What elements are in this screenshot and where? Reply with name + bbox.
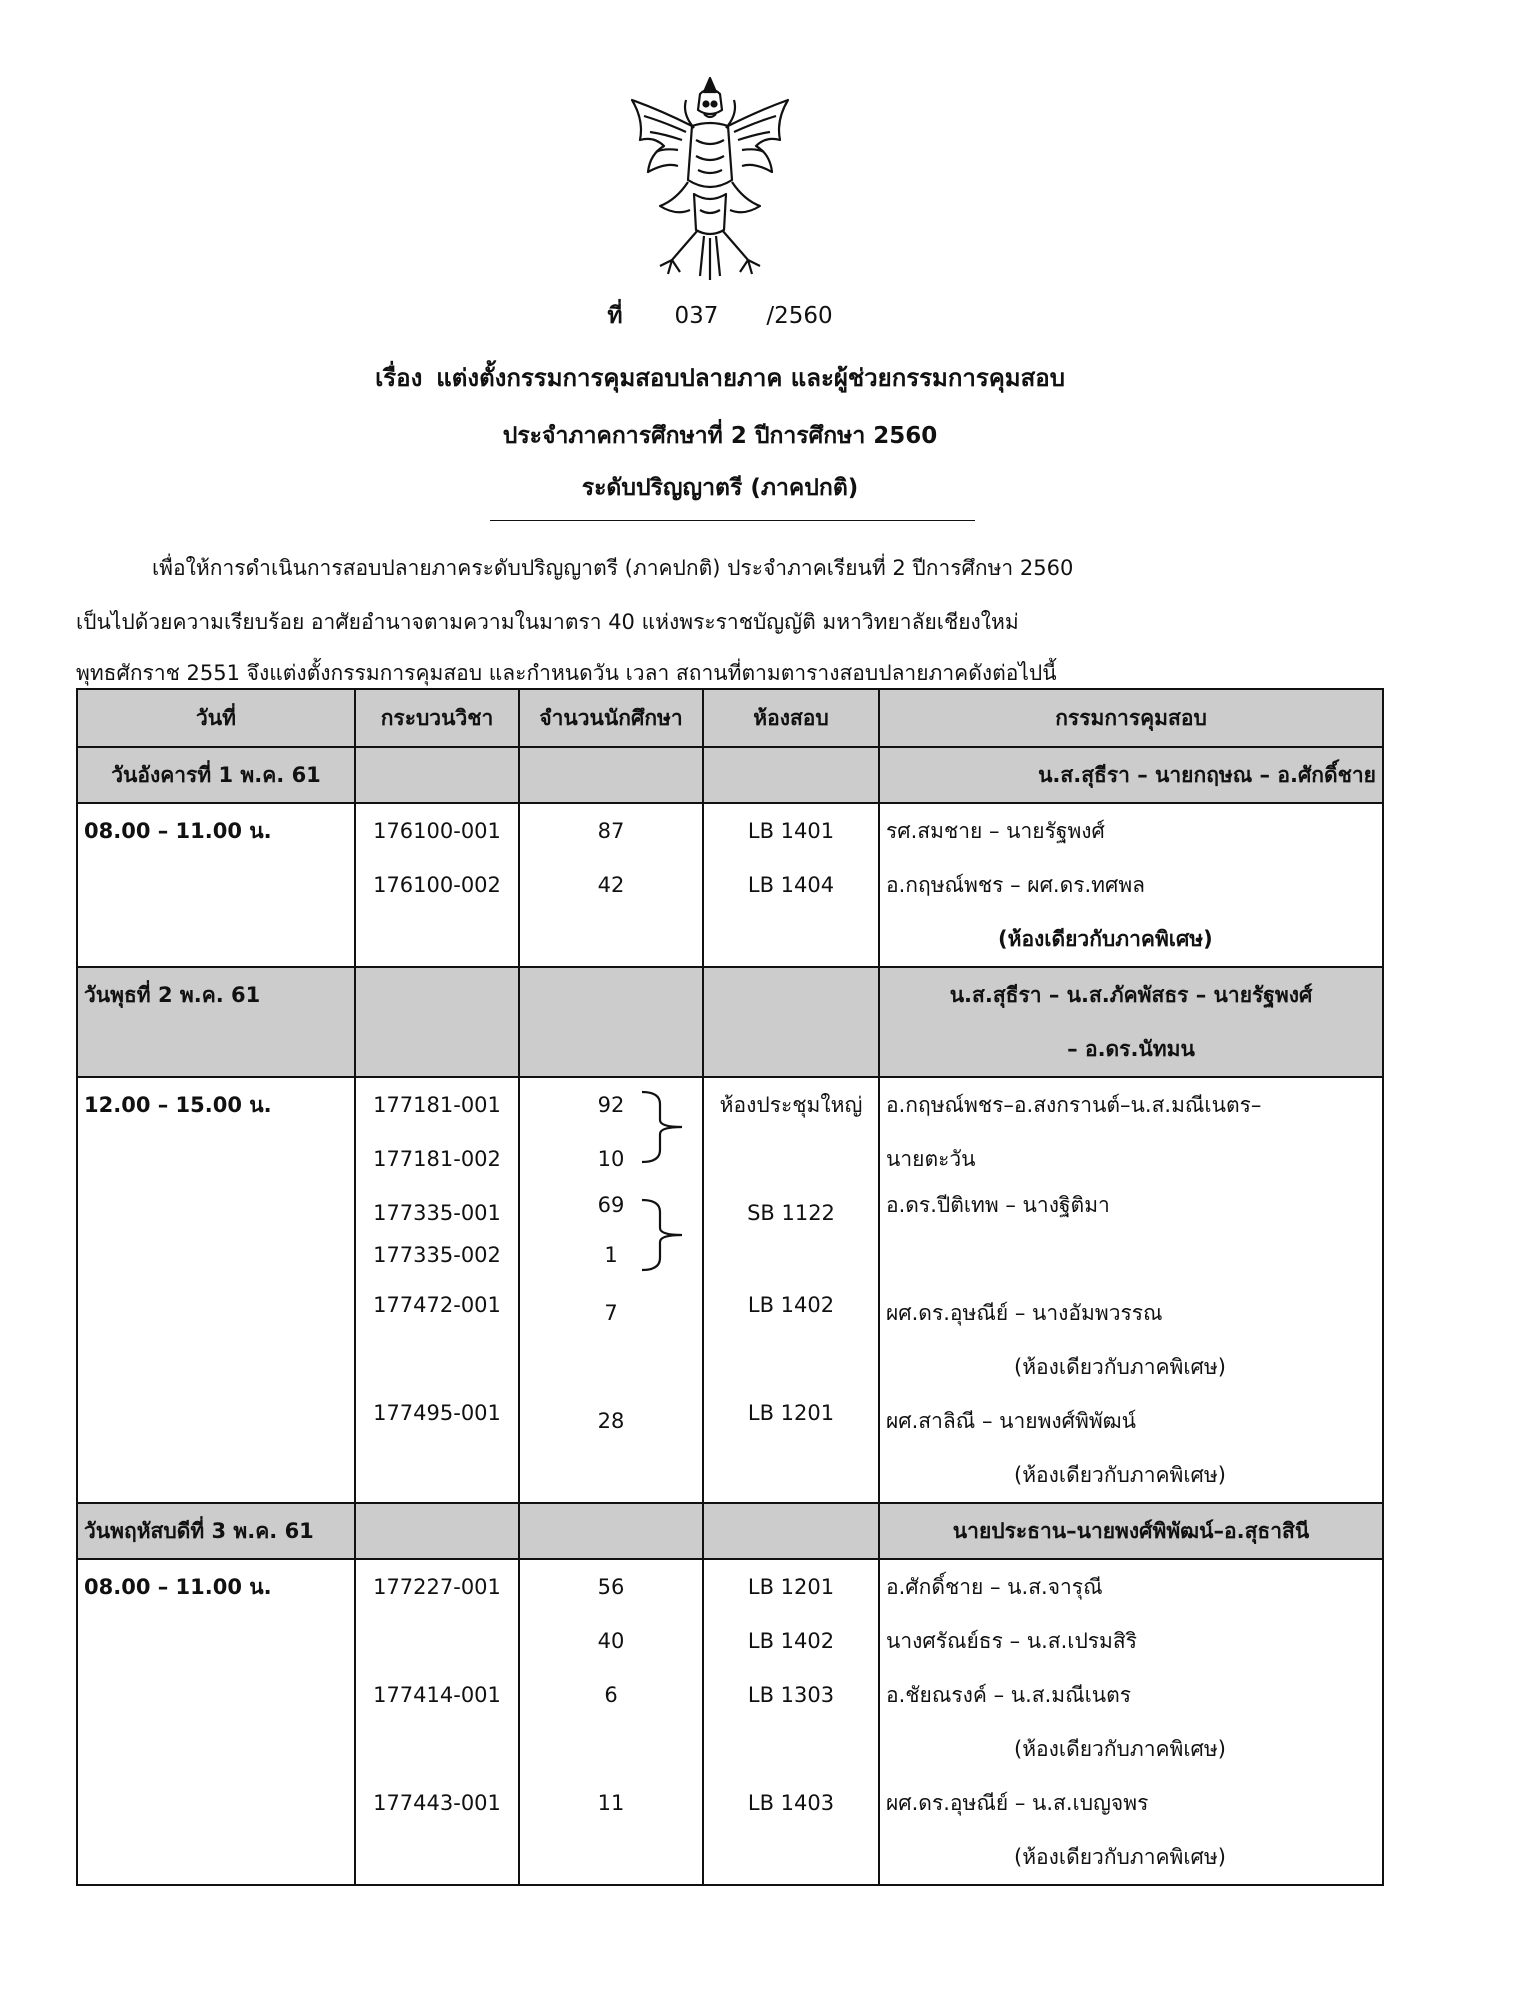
course-code: 177472-001: [373, 1293, 501, 1317]
table-row: [77, 803, 1383, 967]
document-number-label: ที่: [607, 303, 623, 329]
table-row: [77, 1559, 1383, 1885]
student-count: 42: [597, 873, 625, 897]
course-code: 176100-001: [373, 819, 501, 843]
exam-room: ห้องประชุมใหญ่: [719, 1093, 863, 1117]
day-proctors: นายประธาน–นายพงศ์พิพัฒน์–อ.สุธาสินี: [879, 1503, 1383, 1559]
course-code: 176100-002: [373, 873, 501, 897]
grouping-brace-icon: [640, 1090, 696, 1164]
intro-paragraph-line-2: เป็นไปด้วยความเรียบร้อย อาศัยอำนาจตามความในมาตรา 40 แห่งพระราชบัญญัติ มหาวิทยาลัยเชียงใหม่: [76, 610, 1019, 634]
day-proctors: น.ส.สุธีรา – น.ส.ภัคพัสธร – นายรัฐพงศ์ – อ.ดร.นัทมน: [879, 967, 1383, 1077]
student-count: 56: [597, 1575, 625, 1599]
proctor-names: อ.กฤษณ์พชร – ผศ.ดร.ทศพล: [886, 873, 1146, 897]
day-row-1: [77, 747, 1383, 803]
student-count: 11: [597, 1791, 625, 1815]
student-count: 7: [604, 1301, 618, 1325]
day-label: วันพฤหัสบดีที่ 3 พ.ค. 61: [77, 1503, 355, 1559]
day-row-2: [77, 967, 1383, 1077]
exam-room: LB 1303: [747, 1683, 835, 1707]
proctor-names: ผศ.ดร.อุษณีย์ – นางอัมพวรรณ: [886, 1301, 1163, 1325]
document-number-year: /2560: [766, 303, 833, 329]
proctor-names: นายตะวัน: [886, 1147, 976, 1171]
header-proctors: กรรมการคุมสอบ: [879, 689, 1383, 747]
intro-paragraph-line-1: เพื่อให้การดำเนินการสอบปลายภาคระดับปริญญาตรี (ภาคปกติ) ประจำภาคเรียนที่ 2 ปีการศึกษา 2560: [152, 556, 1074, 580]
course-code: 177335-001: [373, 1201, 501, 1225]
table-row: [77, 1077, 1383, 1503]
proctor-names: ผศ.ดร.อุษณีย์ – น.ส.เบญจพร: [886, 1791, 1149, 1815]
course-cell: [355, 1077, 519, 1503]
proctor-cell: [879, 1559, 1383, 1885]
day-proctors: น.ส.สุธีรา – นายกฤษณ – อ.ศักดิ์ชาย: [879, 747, 1383, 803]
course-cell: [355, 1559, 519, 1885]
exam-time: 08.00 – 11.00 น.: [77, 1559, 355, 1885]
header-student-count: จำนวนนักศึกษา: [519, 689, 703, 747]
student-count: 6: [604, 1683, 618, 1707]
exam-room: LB 1201: [747, 1575, 835, 1599]
course-code: 177414-001: [373, 1683, 501, 1707]
table-header-row: [77, 689, 1383, 747]
course-code: 177443-001: [373, 1791, 501, 1815]
exam-room: LB 1404: [747, 873, 835, 897]
room-cell: [703, 1077, 879, 1503]
document-period: ประจำภาคการศึกษาที่ 2 ปีการศึกษา 2560: [502, 423, 938, 449]
proctor-names: รศ.สมชาย – นายรัฐพงศ์: [886, 819, 1105, 843]
exam-room: LB 1401: [747, 819, 835, 843]
proctor-names: นางศรัณย์ธร – น.ส.เปรมสิริ: [886, 1629, 1137, 1653]
student-count: 87: [597, 819, 625, 843]
proctor-names: อ.ศักดิ์ชาย – น.ส.จารุณี: [886, 1575, 1103, 1599]
document-number: [0, 298, 1440, 334]
intro-paragraph-line-3: พุทธศักราช 2551 จึงแต่งตั้งกรรมการคุมสอบ และกำหนดวัน เวลา สถานที่ตามตารางสอบปลายภาคดังต่อไปนี้: [76, 661, 1057, 685]
proctor-names: อ.ดร.ปีติเทพ – นางฐิติมา: [886, 1193, 1110, 1217]
student-count: 92: [597, 1093, 625, 1117]
exam-time: 08.00 – 11.00 น.: [77, 803, 355, 967]
room-cell: [703, 803, 879, 967]
student-count: 40: [597, 1629, 625, 1653]
proctor-names: ผศ.สาลิณี – นายพงศ์พิพัฒน์: [886, 1409, 1137, 1433]
same-room-note: (ห้องเดียวกับภาคพิเศษ): [998, 927, 1213, 951]
exam-schedule-table: [76, 688, 1384, 1886]
student-count: 28: [597, 1409, 625, 1433]
day-label: วันพุธที่ 2 พ.ค. 61: [77, 967, 355, 1077]
document-level: ระดับปริญญาตรี (ภาคปกติ): [581, 475, 859, 501]
title-underline: [490, 520, 975, 521]
count-cell: [519, 803, 703, 967]
proctor-cell: [879, 1077, 1383, 1503]
course-code: 177227-001: [373, 1575, 501, 1599]
grouping-brace-icon: [640, 1198, 696, 1272]
count-cell: [519, 1559, 703, 1885]
exam-room: LB 1402: [747, 1293, 835, 1317]
course-code: 177335-002: [373, 1243, 501, 1267]
same-room-note: (ห้องเดียวกับภาคพิเศษ): [1014, 1737, 1226, 1761]
student-count: 10: [597, 1147, 625, 1171]
subject-label: เรื่อง: [375, 364, 423, 392]
day-row-3: [77, 1503, 1383, 1559]
proctor-cell: [879, 803, 1383, 967]
course-code: 177181-002: [373, 1147, 501, 1171]
header-exam-room: ห้องสอบ: [703, 689, 879, 747]
subject-text: แต่งตั้งกรรมการคุมสอบปลายภาค และผู้ช่วยกรรมการคุมสอบ: [436, 364, 1065, 392]
count-cell: [519, 1077, 703, 1503]
student-count: 69: [597, 1193, 625, 1217]
document-number-value: 037: [674, 303, 719, 329]
proctor-names: อ.กฤษณ์พชร–อ.สงกรานต์–น.ส.มณีเนตร–: [886, 1093, 1262, 1117]
course-cell: [355, 803, 519, 967]
day-label: วันอังคารที่ 1 พ.ค. 61: [77, 747, 355, 803]
course-code: 177495-001: [373, 1401, 501, 1425]
exam-room: LB 1403: [747, 1791, 835, 1815]
document-subject: [0, 358, 1440, 397]
student-count: 1: [604, 1243, 618, 1267]
same-room-note: (ห้องเดียวกับภาคพิเศษ): [1014, 1845, 1226, 1869]
exam-room: SB 1122: [747, 1201, 835, 1225]
same-room-note: (ห้องเดียวกับภาคพิเศษ): [1014, 1355, 1226, 1379]
exam-room: LB 1201: [747, 1401, 835, 1425]
header-course: กระบวนวิชา: [355, 689, 519, 747]
exam-time: 12.00 – 15.00 น.: [77, 1077, 355, 1503]
same-room-note: (ห้องเดียวกับภาคพิเศษ): [1014, 1463, 1226, 1487]
exam-room: LB 1402: [747, 1629, 835, 1653]
course-code: 177181-001: [373, 1093, 501, 1117]
garuda-emblem-icon: [620, 70, 800, 285]
proctor-names: อ.ชัยณรงค์ – น.ส.มณีเนตร: [886, 1683, 1132, 1707]
room-cell: [703, 1559, 879, 1885]
header-date: วันที่: [77, 689, 355, 747]
